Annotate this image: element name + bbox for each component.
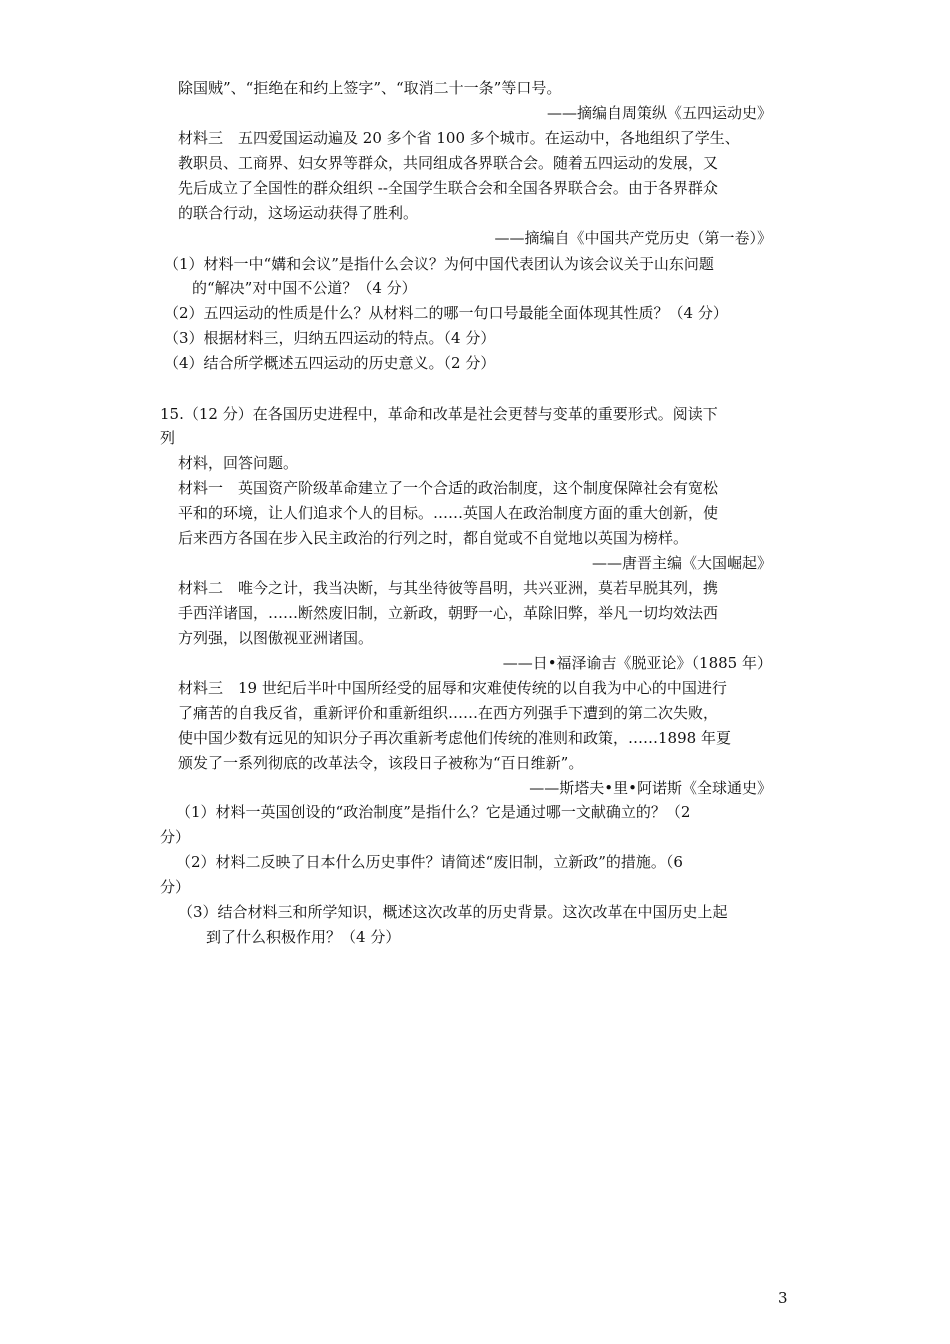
- q15-material-2-line-3: 方列强，以图傲视亚洲诸国。: [178, 629, 374, 647]
- question-15-1-line-1: （1）材料一英国创设的“政治制度”是指什么？它是通过哪一文献确立的？（2: [176, 803, 691, 821]
- q15-material-3-line-4: 颁发了一系列彻底的改革法令，该段日子被称为“百日维新”。: [178, 754, 584, 772]
- q15-material-1-source: ——唐晋主编《大国崛起》: [591, 554, 772, 572]
- material-2-source: ——摘编自周策纵《五四运动史》: [546, 104, 772, 122]
- page-number: 3: [778, 1289, 788, 1307]
- question-14-3: （3）根据材料三，归纳五四运动的特点。（4 分）: [164, 329, 496, 347]
- q15-material-3-source: ——斯塔夫•里•阿诺斯《全球通史》: [529, 779, 772, 797]
- q15-material-3-line-3: 使中国少数有远见的知识分子再次重新考虑他们传统的准则和政策，……1898 年夏: [178, 729, 731, 747]
- q15-material-3-line-2: 了痛苦的自我反省，重新评价和重新组织……在西方列强手下遭到的第二次失败，: [178, 704, 719, 722]
- material-3-line-2: 教职员、工商界、妇女界等群众，共同组成各界联合会。随着五四运动的发展，又: [178, 154, 719, 172]
- question-15-heading-line-2: 列: [160, 429, 176, 447]
- question-14-4: （4）结合所学概述五四运动的历史意义。（2 分）: [164, 354, 496, 372]
- material-3-line-4: 的联合行动，这场运动获得了胜利。: [178, 204, 419, 222]
- question-15-3-line-1: （3）结合材料三和所学知识，概述这次改革的历史背景。这次改革在中国历史上起: [178, 903, 728, 921]
- material-3-line-3: 先后成立了全国性的群众组织 --全国学生联合会和全国各界联合会。由于各界群众: [178, 179, 718, 197]
- question-15-1-line-2: 分）: [160, 828, 191, 846]
- material-2-continuation: 除国贼”、“拒绝在和约上签字”、“取消二十一条”等口号。: [178, 79, 562, 97]
- material-3-source: ——摘编自《中国共产党历史（第一卷）》: [494, 229, 772, 247]
- question-15-heading-line-3: 材料，回答问题。: [178, 454, 299, 472]
- question-15-2-line-2: 分）: [160, 878, 191, 896]
- question-14-1-line-1: （1）材料一中“媾和会议”是指什么会议？为何中国代表团认为该会议关于山东问题: [164, 255, 714, 273]
- q15-material-1-line-2: 平和的环境，让人们追求个人的目标。……英国人在政治制度方面的重大创新，使: [178, 504, 719, 522]
- q15-material-2-source: ——日•福泽谕吉《脱亚论》（1885 年）: [502, 654, 772, 672]
- question-15-heading-line-1: 15.（12 分）在各国历史进程中，革命和改革是社会更替与变革的重要形式。阅读下: [160, 405, 718, 423]
- q15-material-1-line-1: 材料一 英国资产阶级革命建立了一个合适的政治制度，这个制度保障社会有宽松: [178, 479, 719, 497]
- q15-material-2-line-2: 手西洋诸国，……断然废旧制，立新政，朝野一心，革除旧弊，举凡一切均效法西: [178, 604, 719, 622]
- material-3-line-1: 材料三 五四爱国运动遍及 20 多个省 100 多个城市。在运动中，各地组织了学生、: [178, 129, 740, 147]
- question-15-2-line-1: （2）材料二反映了日本什么历史事件？请简述“废旧制，立新政”的措施。（6: [176, 853, 683, 871]
- q15-material-2-line-1: 材料二 唯今之计，我当决断，与其坐待彼等昌明，共兴亚洲，莫若早脱其列，携: [178, 579, 719, 597]
- question-15-3-line-2: 到了什么积极作用？（4 分）: [206, 928, 401, 946]
- question-14-2: （2）五四运动的性质是什么？从材料二的哪一句口号最能全面体现其性质？（4 分）: [164, 304, 728, 322]
- q15-material-1-line-3: 后来西方各国在步入民主政治的行列之时，都自觉或不自觉地以英国为榜样。: [178, 529, 689, 547]
- question-14-1-line-2: 的“解决”对中国不公道？（4 分）: [192, 279, 417, 297]
- q15-material-3-line-1: 材料三 19 世纪后半叶中国所经受的屈辱和灾难使传统的以自我为中心的中国进行: [178, 679, 727, 697]
